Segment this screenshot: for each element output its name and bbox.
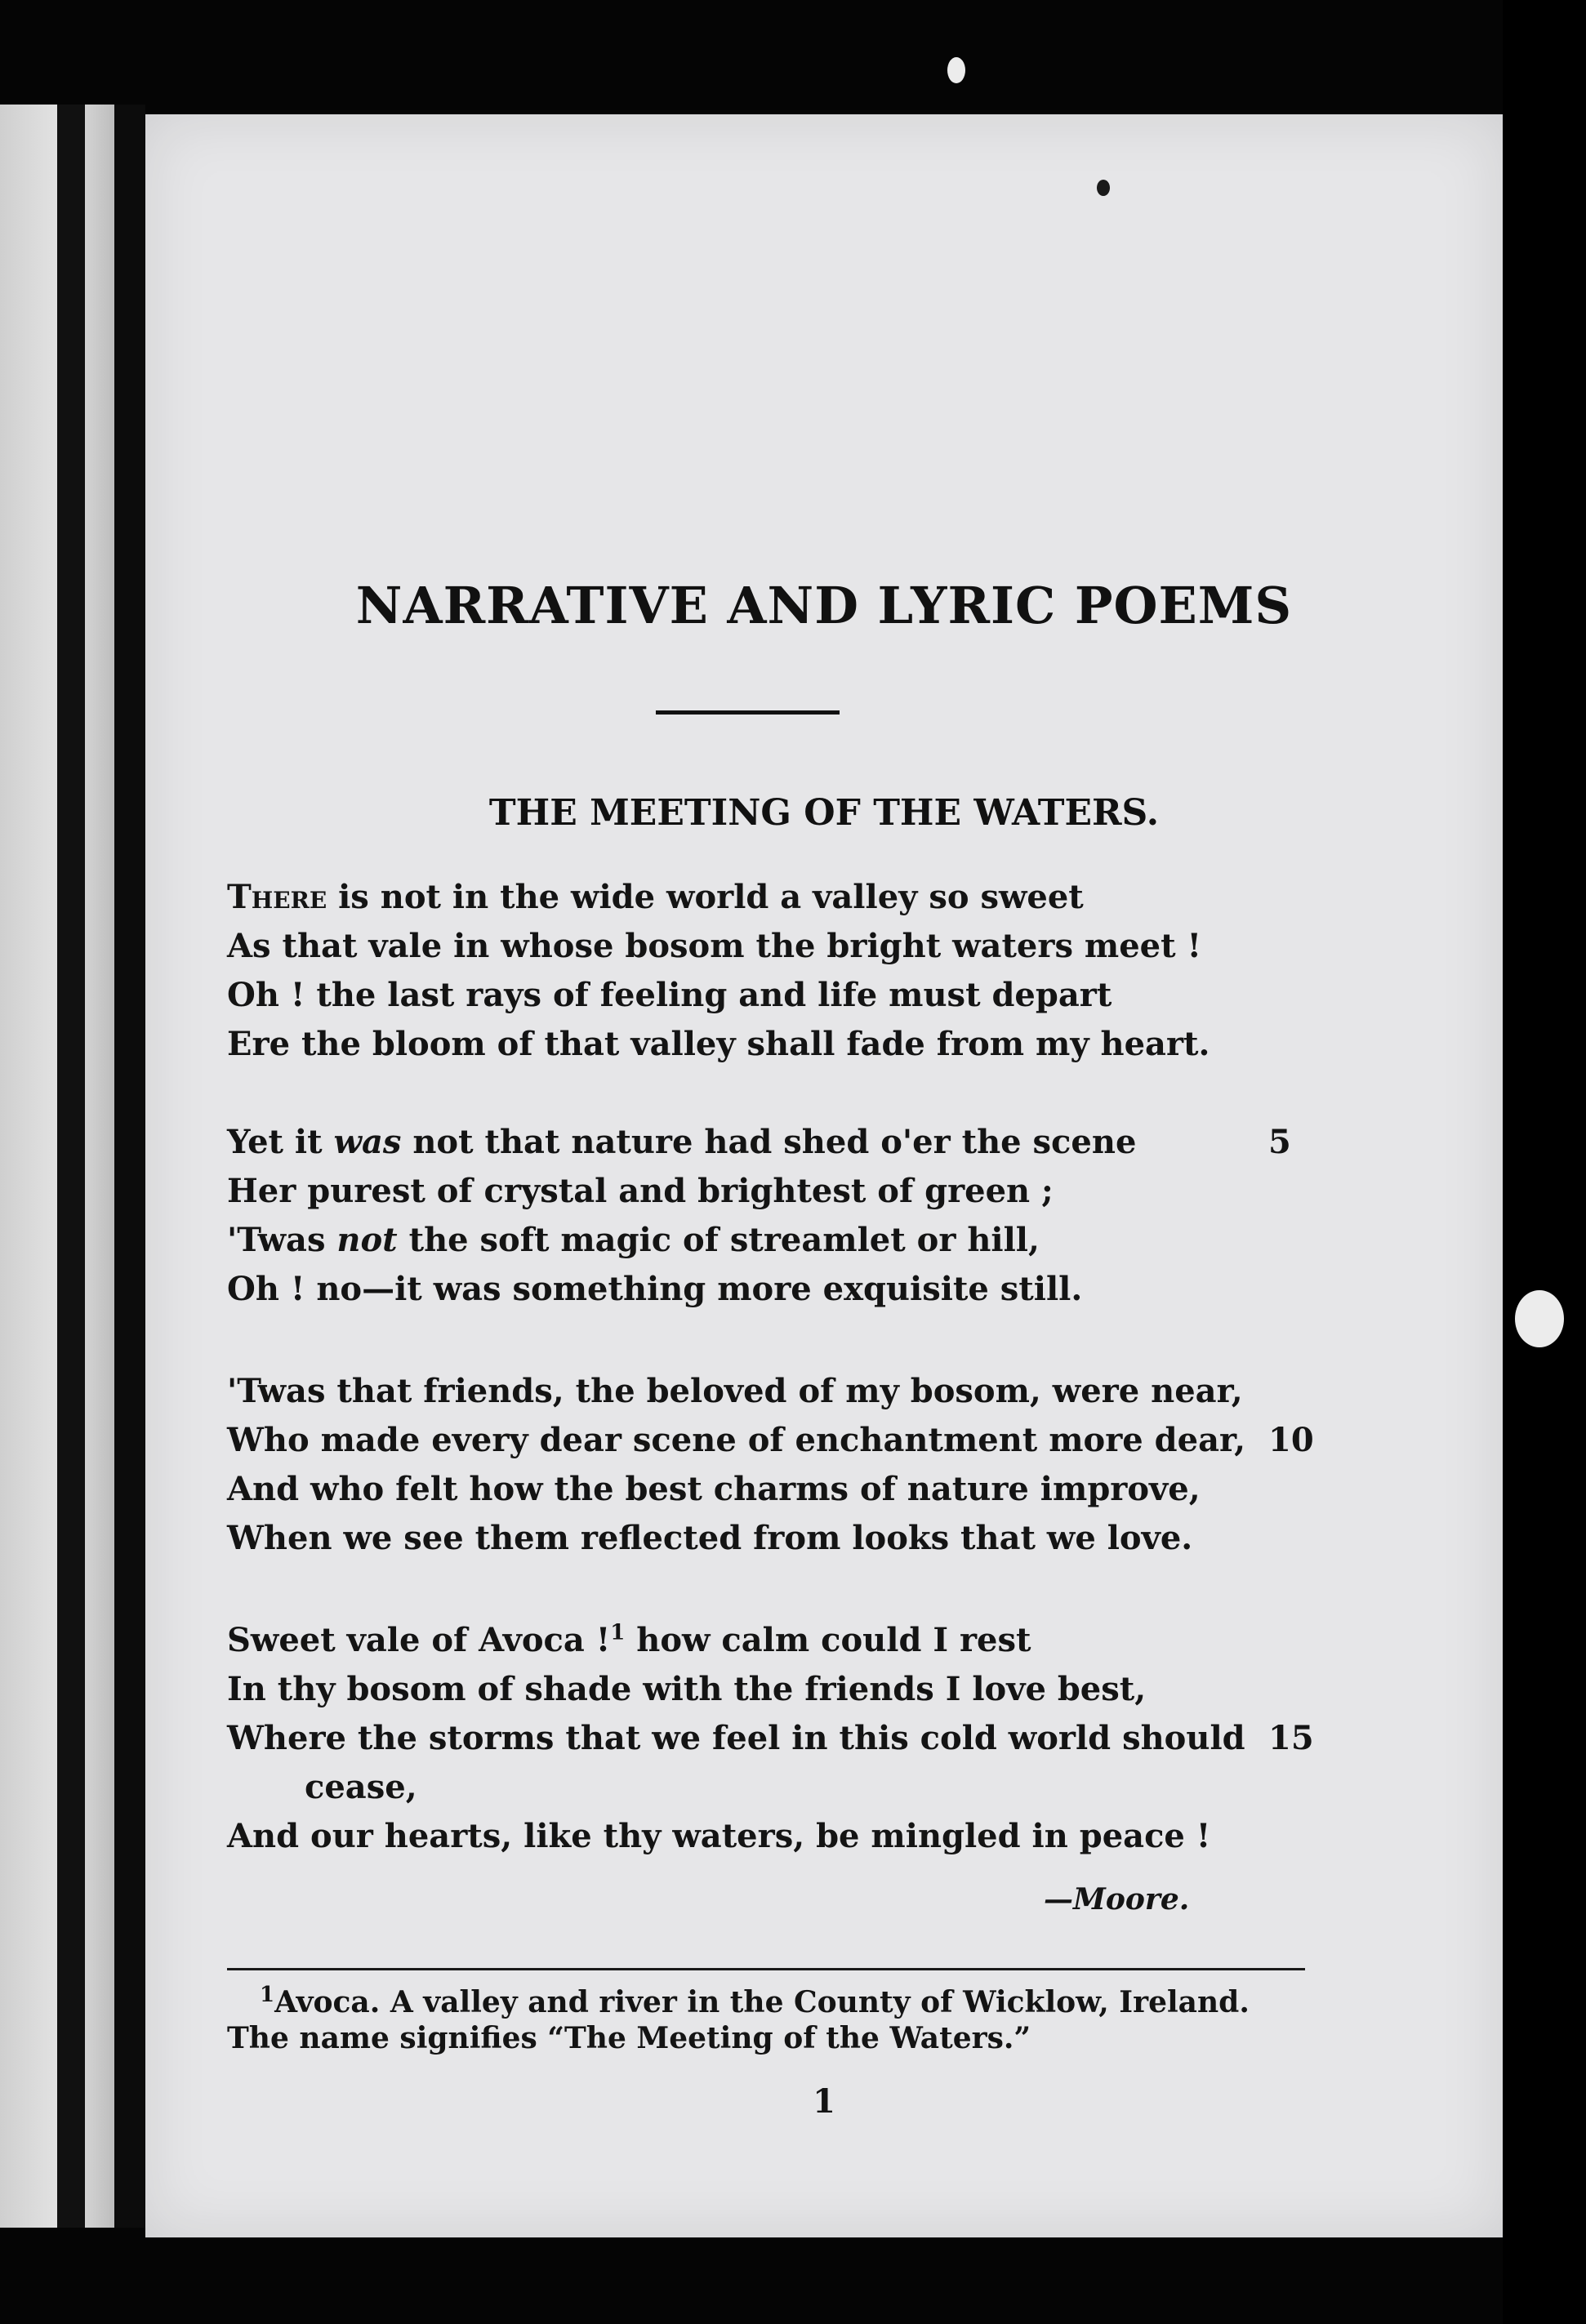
line-text: Sweet vale of Avoca ! bbox=[227, 1621, 611, 1659]
footnote-rule bbox=[227, 1968, 1305, 1970]
poem-line: As that vale in whose bosom the bright waters meet ! bbox=[227, 927, 1202, 965]
poem-title: THE MEETING OF THE WATERS. bbox=[488, 792, 1160, 834]
footnote-term: Avoca. bbox=[274, 1985, 381, 2019]
footnote-text: The name signifies “The Meeting of the Waters.” bbox=[227, 2021, 1031, 2055]
line-number: 10 bbox=[1268, 1421, 1314, 1459]
line-text: is not in the wide world a valley so sweet bbox=[327, 878, 1084, 916]
book-spine bbox=[114, 105, 145, 2228]
poem-line bbox=[227, 1123, 1136, 1161]
poem-line: In thy bosom of shade with the friends I love best, bbox=[227, 1670, 1147, 1708]
section-title: NARRATIVE AND LYRIC POEMS bbox=[355, 576, 1293, 635]
line-number: 15 bbox=[1268, 1719, 1314, 1757]
left-page-shadow bbox=[57, 105, 85, 2228]
footnote-text: A valley and river in the County of Wicklow, Ireland. bbox=[380, 1985, 1250, 2019]
poem-line: Oh ! no—it was something more exquisite still. bbox=[227, 1270, 1083, 1308]
footnote bbox=[227, 1984, 1305, 2056]
book-page bbox=[145, 114, 1503, 2237]
poem-line: Ere the bloom of that valley shall fade from my heart. bbox=[227, 1025, 1210, 1063]
line-text: 'Twas bbox=[227, 1221, 337, 1259]
poem-line: And our hearts, like thy waters, be mingled in peace ! bbox=[227, 1817, 1211, 1855]
drop-word: There bbox=[227, 878, 327, 916]
ink-dot bbox=[1097, 180, 1110, 196]
specks bbox=[947, 57, 965, 83]
line-text: the soft magic of streamlet or hill, bbox=[397, 1221, 1040, 1259]
poem-line: Oh ! the last rays of feeling and life must depart bbox=[227, 976, 1112, 1014]
line-number: 5 bbox=[1268, 1123, 1291, 1161]
line-text: Yet it bbox=[227, 1123, 334, 1161]
page-number: 1 bbox=[813, 2082, 835, 2121]
poem-line bbox=[227, 1621, 1031, 1659]
footnote-ref: 1 bbox=[610, 1620, 626, 1645]
footnote-marker: 1 bbox=[260, 1983, 275, 2007]
poem-line: 'Twas that friends, the beloved of my bosom, were near, bbox=[227, 1372, 1243, 1410]
emphasis: not bbox=[336, 1221, 398, 1259]
line-text: how calm could I rest bbox=[625, 1621, 1031, 1659]
author-attribution: —Moore. bbox=[1044, 1882, 1190, 1917]
title-rule bbox=[656, 710, 840, 715]
footnote-line bbox=[227, 1984, 1305, 2020]
poem-line: cease, bbox=[305, 1768, 417, 1806]
poem-line: Her purest of crystal and brightest of green ; bbox=[227, 1172, 1054, 1210]
line-text: not that nature had shed o'er the scene bbox=[401, 1123, 1137, 1161]
poem-line: Where the storms that we feel in this cold world should bbox=[227, 1719, 1245, 1757]
right-border bbox=[1503, 0, 1586, 2324]
specks bbox=[1515, 1290, 1564, 1347]
poem-line: Who made every dear scene of enchantment more dear, bbox=[227, 1421, 1246, 1459]
poem-line: And who felt how the best charms of nature improve, bbox=[227, 1470, 1201, 1508]
poem-line bbox=[227, 878, 1084, 916]
poem-line bbox=[227, 1221, 1040, 1259]
poem-line: When we see them reflected from looks that we love. bbox=[227, 1519, 1193, 1557]
emphasis: was bbox=[333, 1123, 402, 1161]
